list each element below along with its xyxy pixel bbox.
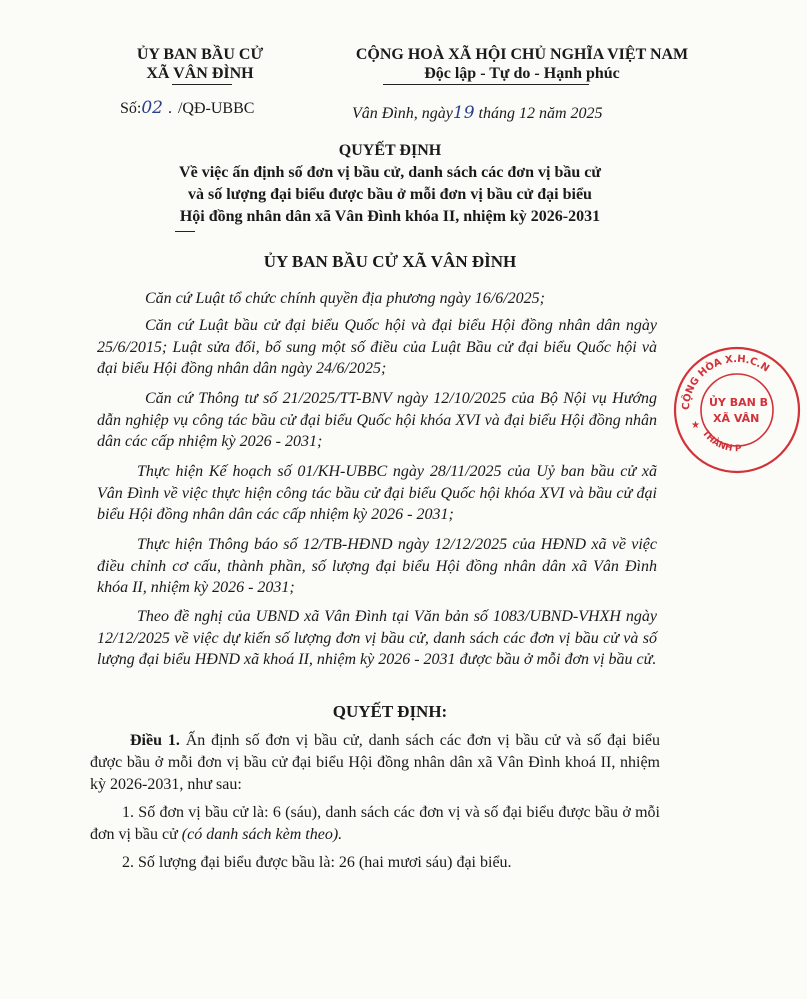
org-line-1: ỦY BAN BẦU CỬ (136, 46, 264, 63)
national-motto-header (312, 45, 732, 83)
seal-star-icon: ★ (691, 420, 700, 431)
org-underline (172, 84, 232, 85)
title-dash (175, 231, 195, 232)
item-1-note: (có danh sách kèm theo). (181, 826, 343, 843)
document-title (110, 140, 670, 228)
official-seal (660, 340, 771, 480)
basis-2: Căn cứ Luật bầu cử đại biểu Quốc hội và đại biểu Hội đồng nhân dân ngày 25/6/2015; Luật sửa đổi, bổ sung một số điều của Luật Bầu cử đại biểu Quốc hội và đại biểu Hội đồng nhân dân ngày 24/6/2025; (97, 317, 657, 377)
title-line-2: và số lượng đại biểu được bầu ở mỗi đơn vị bầu cử đại biểu (188, 186, 592, 203)
seal-inner-line-2: XÃ VÂN (713, 412, 760, 425)
org-line-2: XÃ VÂN ĐÌNH (146, 65, 254, 82)
article-1-item-1: 1. Số đơn vị bầu cử là: 6 (sáu), danh sách các đơn vị và số đại biểu được bầu ở mỗi đơn vị bầu cử (có danh sách kèm theo). (90, 804, 660, 843)
article-1-item-2: 2. Số lượng đại biểu được bầu là: 26 (hai mươi sáu) đại biểu. (122, 854, 512, 871)
article-1 (90, 730, 660, 796)
basis-1: Căn cứ Luật tổ chức chính quyền địa phương ngày 16/6/2025; (145, 290, 545, 307)
basis-6: Theo đề nghị của UBND xã Vân Đình tại Văn bản số 1083/UBND-VHXH ngày 12/12/2025 về việc dự kiến số lượng đơn vị bầu cử, danh sách các đơn vị bầu cử và số lượng đại biểu HĐND xã khoá II, nhiệm kỳ 2026 - 2031 được bầu ở mỗi đơn vị bầu cử. (97, 608, 657, 668)
handwritten-day: 19 (452, 103, 475, 123)
country-line-1: CỘNG HOÀ XÃ HỘI CHỦ NGHĨA VIỆT NAM (355, 46, 689, 63)
basis-4: Thực hiện Kế hoạch số 01/KH-UBBC ngày 28/11/2025 của Uỷ ban bầu cử xã Vân Đình về việc thực hiện công tác bầu cử đại biểu Quốc hội khóa XVI và bầu cử đại biểu Hội đồng nhân dân các cấp nhiệm kỳ 2026 - 2031; (97, 463, 657, 523)
document-number: Số:02 . /QĐ-UBBC (120, 98, 255, 118)
basis-5: Thực hiện Thông báo số 12/TB-HĐND ngày 12/12/2025 của HĐND xã về việc điều chỉnh cơ cấu, thành phần, số lượng đại biểu Hội đồng nhân dân xã Vân Đình khóa II, nhiệm kỳ 2026 - 2031; (97, 536, 657, 596)
seal-inner-line-1: ỦY BAN B (709, 396, 769, 409)
seal-outer-text: CỘNG HÒA X.H.C.N (680, 353, 771, 411)
decision-heading: QUYẾT ĐỊNH: (332, 702, 448, 721)
handwritten-number: 02 (141, 98, 163, 118)
title-line-1: Về việc ấn định số đơn vị bầu cử, danh sách các đơn vị bầu cử (179, 164, 601, 181)
title-line-3: Hội đồng nhân dân xã Vân Đình khóa II, nhiệm kỳ 2026-2031 (179, 208, 601, 225)
title-heading: QUYẾT ĐỊNH (338, 142, 442, 159)
article-1-text: Ấn định số đơn vị bầu cử, danh sách các đơn vị bầu cử và số đại biểu được bầu ở mỗi đơn vị bầu cử đại biểu Hội đồng nhân dân xã Vân Đình khoá II, nhiệm kỳ 2026-2031, như sau: (90, 732, 661, 793)
country-line-2: Độc lập - Tự do - Hạnh phúc (424, 65, 620, 82)
basis-3: Căn cứ Thông tư số 21/2025/TT-BNV ngày 12/10/2025 của Bộ Nội vụ Hướng dẫn nghiệp vụ công tác bầu cử đại biểu Quốc hội khóa XVI và đại biểu Hội đồng nhân dân các cấp nhiệm kỳ 2026 - 2031; (97, 390, 657, 450)
seal-graphic (667, 340, 807, 480)
document-date: Vân Đình, ngày19 tháng 12 năm 2025 (352, 103, 603, 123)
motto-underline (383, 84, 589, 85)
seal-bottom-text: THÀNH P (699, 428, 742, 455)
issuing-org-header (110, 45, 290, 83)
article-1-label: Điều 1. (130, 732, 180, 749)
issuer-heading: ỦY BAN BẦU CỬ XÃ VÂN ĐÌNH (263, 252, 517, 271)
